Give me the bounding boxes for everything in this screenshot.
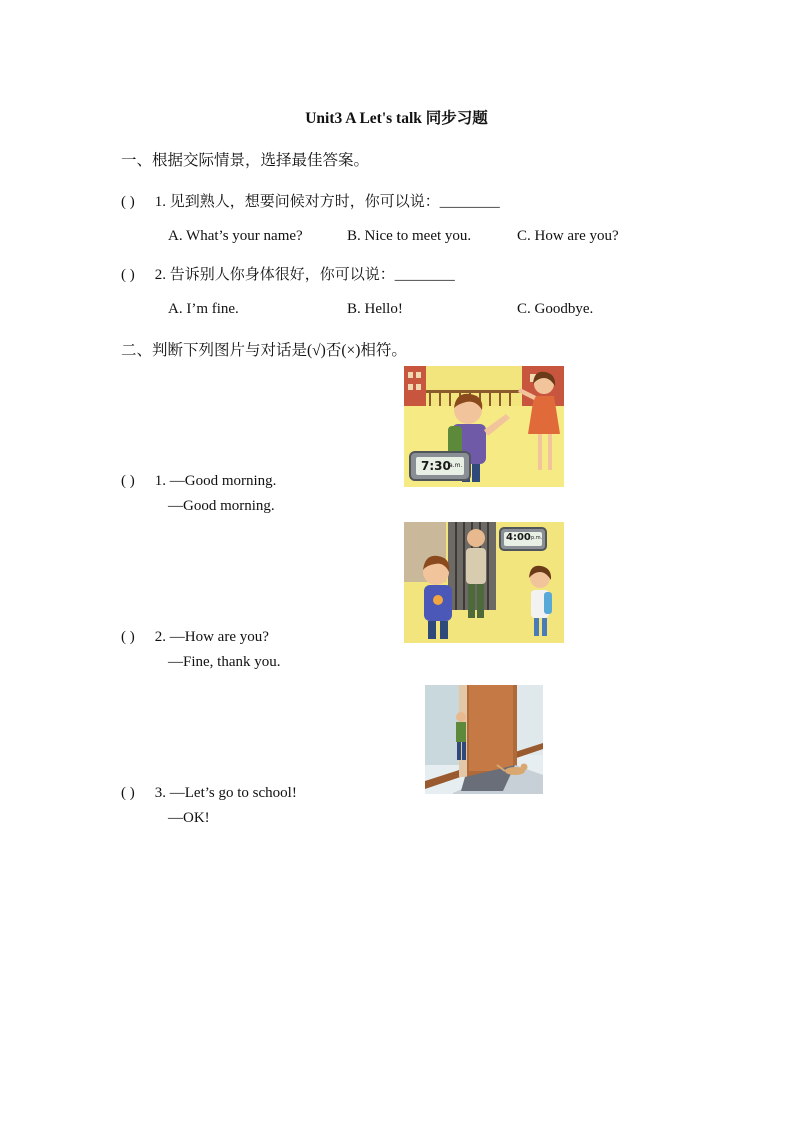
dialog-2-reply: —Fine, thank you. (168, 654, 281, 670)
question-1 (121, 190, 500, 211)
answer-blank[interactable]: ( ) (121, 629, 135, 645)
option-b: B. Nice to meet you. (347, 228, 472, 244)
picture-3-going-to-school (425, 685, 543, 794)
answer-blank[interactable]: ( ) (121, 473, 135, 489)
dialog-line: 1. —Good morning. (154, 473, 277, 489)
question-text: 1. 见到熟人，想要问候对方时，你可以说：________ (154, 194, 500, 210)
picture-2-afternoon-greeting (404, 522, 564, 643)
clock-time: 7:30 (421, 459, 451, 473)
dialog-2 (121, 629, 269, 646)
dialog-line: 2. —How are you? (154, 629, 269, 645)
picture-1-morning-greeting (404, 366, 564, 487)
dialog-1-reply: —Good morning. (168, 498, 275, 514)
dialog-line: 3. —Let’s go to school! (154, 785, 297, 801)
option-c: C. Goodbye. (517, 301, 594, 317)
question-2 (121, 263, 455, 284)
answer-blank[interactable]: ( ) (121, 194, 135, 210)
page-title: Unit3 A Let's talk 同步习题 (305, 110, 488, 127)
section-2-heading: 二、判断下列图片与对话是(√)否(×)相符。 (121, 342, 407, 359)
answer-blank[interactable]: ( ) (121, 785, 135, 801)
option-a: A. What’s your name? (168, 228, 303, 244)
dialog-1 (121, 473, 276, 490)
option-b: B. Hello! (347, 301, 403, 317)
answer-blank[interactable]: ( ) (121, 267, 135, 283)
question-text: 2. 告诉别人你身体很好，你可以说：________ (154, 267, 455, 283)
dialog-3-reply: —OK! (168, 810, 210, 826)
section-1-heading: 一、根据交际情景，选择最佳答案。 (121, 152, 370, 169)
dialog-3 (121, 785, 297, 802)
clock-ampm: p.m. (531, 535, 543, 541)
clock-ampm: a.m. (449, 462, 463, 469)
option-c: C. How are you? (517, 228, 619, 244)
option-a: A. I’m fine. (168, 301, 239, 317)
clock-time: 4:00 (506, 532, 531, 543)
